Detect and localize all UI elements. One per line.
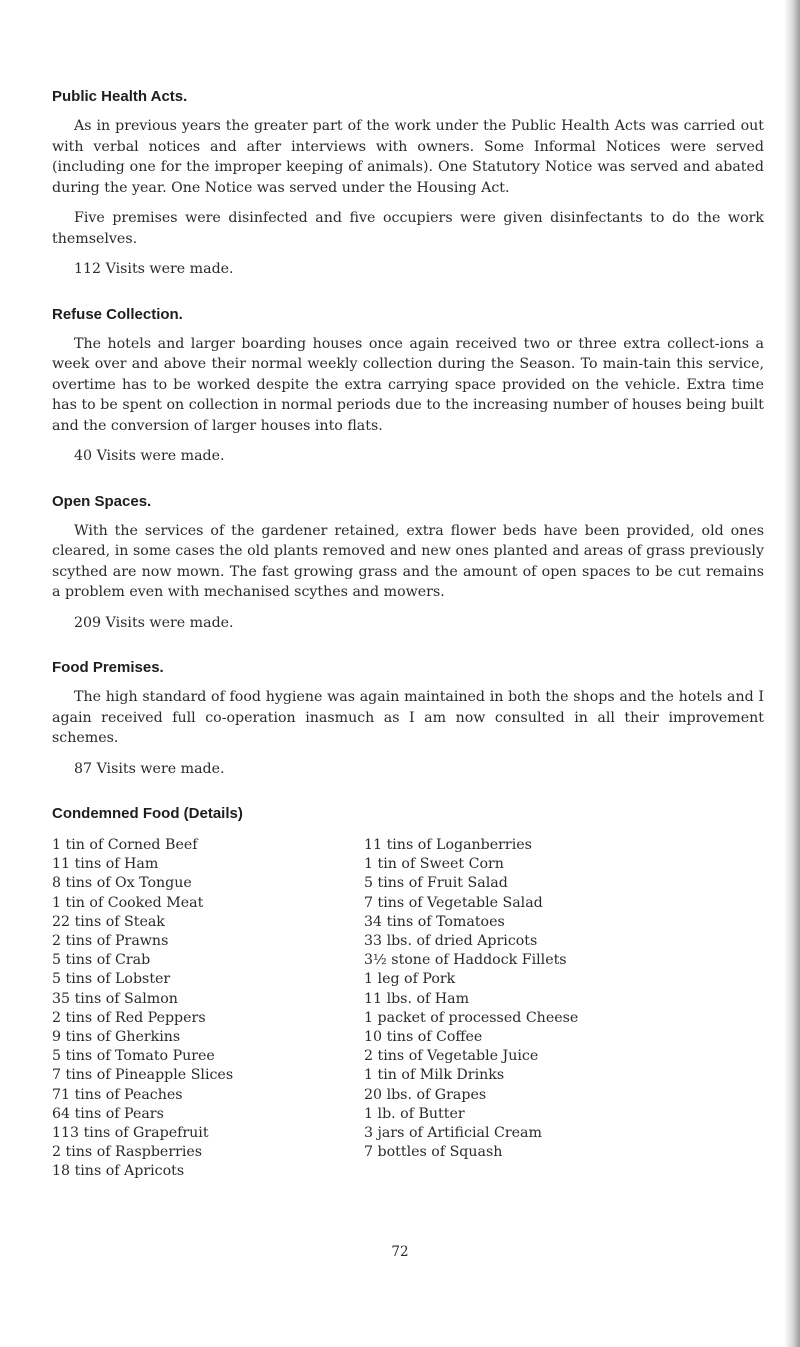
condemned-food-item: 2 tins of Red Peppers [52, 1009, 206, 1026]
condemned-food-item: 10 tins of Coffee [364, 1029, 483, 1046]
page-number: 72 [391, 1244, 409, 1260]
condemned-food-title [52, 805, 764, 822]
condemned-food-item: 9 tins of Gherkins [52, 1029, 181, 1046]
condemned-food-item: 2 tins of Vegetable Juice [364, 1048, 539, 1065]
page-edge-shadow [784, 0, 800, 1347]
condemned-food-item: 71 tins of Peaches [52, 1086, 183, 1103]
document-page [52, 88, 764, 1182]
condemned-food-item: 20 lbs. of Grapes [364, 1086, 487, 1103]
refuse-collection-heading: Refuse Collection. [52, 305, 183, 323]
condemned-food-item: 11 tins of Loganberries [364, 837, 532, 853]
condemned-food-columns [52, 836, 764, 1182]
condemned-food-item: 34 tins of Tomatoes [364, 913, 505, 930]
open-spaces-paragraph: With the services of the gardener retained, extra flower beds have been provided, old ones cleared, in some cases the old plants removed and new ones planted and areas of grass previously scythed are now mown. The fast growing grass and the amount of open spaces to be cut remains a problem even with mechanised scythes and mowers. [52, 522, 764, 600]
condemned-food-item: 2 tins of Raspberries [52, 1144, 203, 1161]
condemned-food-item: 5 tins of Crab [52, 952, 151, 969]
refuse-collection-visits: 40 Visits were made. [74, 448, 225, 464]
condemned-food-item: 7 tins of Vegetable Salad [364, 894, 543, 911]
food-premises-paragraph: The high standard of food hygiene was again maintained in both the shops and the hotels and I again received full co-operation inasmuch as I am now consulted in all their improvement schemes. [52, 689, 764, 746]
condemned-food-item: 113 tins of Grapefruit [52, 1125, 209, 1142]
condemned-food-left-list [52, 836, 364, 1182]
condemned-food-item: 1 tin of Corned Beef [52, 837, 198, 853]
public-health-paragraph: Five premises were disinfected and five occupiers were given disinfectants to do the work themselves. [52, 210, 764, 247]
condemned-food-item: 1 tin of Sweet Corn [364, 856, 504, 873]
condemned-food-item: 1 tin of Cooked Meat [52, 894, 204, 911]
open-spaces-heading: Open Spaces. [52, 492, 152, 510]
refuse-collection-section [52, 306, 764, 467]
condemned-food-item: 8 tins of Ox Tongue [52, 875, 192, 892]
refuse-collection-paragraph: The hotels and larger boarding houses once again received two or three extra collect-ions a week over and above their normal weekly collection during the Season. To main-tain this service, overtime has to be worked despite the extra carrying space provided on the vehicle. Extra time has to be spent on collection in normal periods due to the increasing number of houses being built and the conversion of larger houses into flats. [52, 335, 764, 434]
food-premises-section [52, 659, 764, 779]
food-premises-heading: Food Premises. [52, 659, 164, 676]
condemned-food-item: 1 packet of processed Cheese [364, 1009, 579, 1026]
condemned-food-item: 1 tin of Milk Drinks [364, 1067, 505, 1084]
condemned-food-item: 11 lbs. of Ham [364, 990, 470, 1007]
public-health-paragraph: As in previous years the greater part of the work under the Public Health Acts was carried out with verbal notices and after interviews with owners. Some Informal Notices were served (including one for the improper keeping of animals). One Statutory Notice was served and abated during the year. One Notice was served under the Housing Act. [52, 118, 764, 196]
condemned-food-heading: Condemned Food [52, 805, 180, 822]
open-spaces-section [52, 493, 764, 634]
condemned-food-item: 7 bottles of Squash [364, 1144, 503, 1161]
condemned-food-section [52, 805, 764, 1182]
condemned-food-item: 3½ stone of Haddock Fillets [364, 952, 567, 969]
condemned-food-item: 1 leg of Pork [364, 971, 456, 988]
condemned-food-item: 7 tins of Pineapple Slices [52, 1067, 234, 1084]
condemned-food-item: 11 tins of Ham [52, 856, 159, 873]
condemned-food-item: 22 tins of Steak [52, 913, 165, 930]
condemned-food-item: 5 tins of Fruit Salad [364, 875, 508, 892]
public-health-heading: Public Health Acts. [52, 88, 188, 105]
open-spaces-visits: 209 Visits were made. [74, 614, 234, 631]
condemned-food-item: 5 tins of Lobster [52, 971, 171, 988]
condemned-food-item: 18 tins of Apricots [52, 1163, 185, 1180]
condemned-food-item: 64 tins of Pears [52, 1105, 164, 1122]
condemned-food-item: 35 tins of Salmon [52, 990, 178, 1007]
condemned-food-item: 5 tins of Tomato Puree [52, 1048, 215, 1065]
condemned-food-item: 2 tins of Prawns [52, 933, 169, 950]
condemned-food-item: 33 lbs. of dried Apricots [364, 933, 538, 950]
condemned-food-item: 1 lb. of Butter [364, 1105, 465, 1122]
public-health-section [52, 88, 764, 280]
food-premises-visits: 87 Visits were made. [74, 760, 225, 777]
condemned-food-subheading: (Details) [183, 805, 243, 822]
condemned-food-item: 3 jars of Artificial Cream [364, 1125, 542, 1142]
condemned-food-right-list [364, 836, 578, 1182]
public-health-visits: 112 Visits were made. [74, 261, 234, 277]
